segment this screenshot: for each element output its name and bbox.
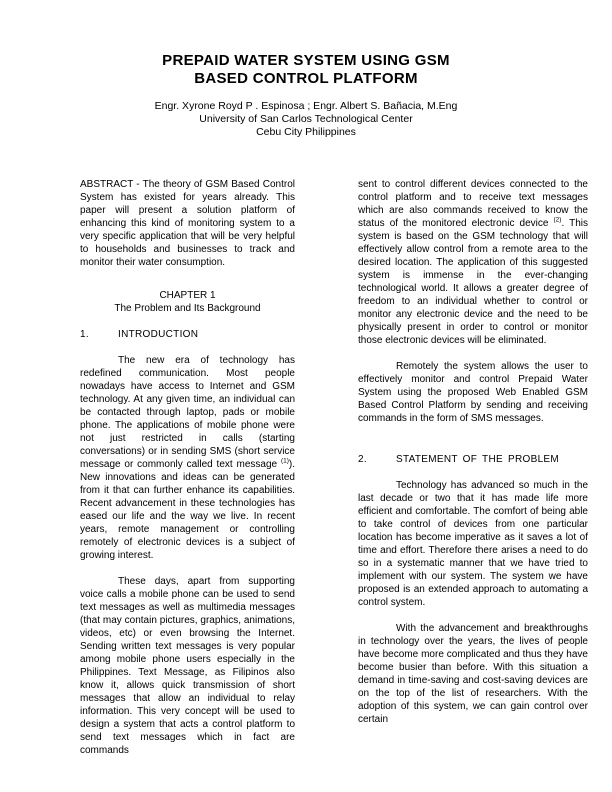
chapter-subtitle: The Problem and Its Background [114, 303, 261, 314]
affiliation: University of San Carlos Technological Center [199, 113, 413, 125]
citation-ref-2: (2) [553, 216, 562, 224]
chapter-title: CHAPTER 1 [159, 290, 216, 301]
introduction-paragraph-3: Remotely the system allows the user to effectively monitor and control Prepaid Water System using the proposed Web Enabled GSM Based Control Platform by sending and receiving commands in the form of SMS messages. [358, 361, 588, 424]
authors: Engr. Xyrone Royd P . Espinosa ; Engr. Albert S. Bañacia, M.Eng [154, 100, 458, 112]
section-2-heading [358, 453, 588, 466]
introduction-paragraph-2-continued [358, 178, 588, 347]
introduction-paragraph-1 [80, 354, 295, 562]
byline [0, 100, 612, 139]
statement-paragraph-2: With the advancement and breakthroughs in technology over the years, the lives of people have become more complicated and thus they have become busier than before. With this situation a demand in time-saving and cost-saving devices are on the top of the list of researchers. With the adoption of this system, we can gain control over certain [358, 623, 588, 725]
section-1-heading [80, 328, 295, 341]
paragraph-text: sent to control different devices connected to the control platform and to receive text messages which are also commands received to know the status of the monitored electronic device [358, 179, 588, 229]
section-1-title: INTRODUCTION [118, 329, 199, 340]
abstract-paragraph: ABSTRACT - The theory of GSM Based Control System has existed for years already. This paper will present a solution platform of enhancing this kind of monitoring system to a very specific application that will be very helpful to households and businesses to track and monitor their water consumption. [80, 179, 295, 268]
title-block [0, 52, 612, 139]
statement-paragraph-1: Technology has advanced so much in the last decade or two that it has made life more efficient and comfortable. The comfort of being able to take control of devices from one particular location has become imperative as it saves a lot of time and effort. Therefore there arises a need to do so in a systematic manner that we have tried to implement with our system. The system we have proposed is an extended approach to automating a control system. [358, 480, 588, 608]
introduction-paragraph-2: These days, apart from supporting voice calls a mobile phone can be used to send text messages as well as multimedia messages (that may contain pictures, graphics, animations, videos, etc) or even browsing the Internet. Sending written text messages is very popular among mobile phone users especially in the Philippines. Text Message, as Filipinos also know it, allows quick transmission of short messages that allow an individual to relay information. This very concept will be used to design a system that acts a control platform to send text messages which in fact are commands [80, 576, 295, 756]
page-title [0, 52, 612, 88]
right-column [358, 178, 588, 739]
section-2-title: STATEMENT OF THE PROBLEM [396, 454, 560, 465]
location: Cebu City Philippines [256, 126, 356, 138]
paragraph-text: ). New innovations and ideas can be generated from it that can further enhance its capabilities. Recent advancement in these technologies has eased our life and the way we live. In recent years, remote management or controlling remotely of electronic devices is a subject of growing interest. [80, 459, 295, 561]
citation-ref-1: (1) [280, 457, 289, 465]
chapter-heading [80, 289, 295, 315]
title-line-1: PREPAID WATER SYSTEM USING GSM [162, 52, 450, 69]
section-2-number: 2. [358, 454, 367, 465]
paragraph-text: The new era of technology has redefined communication. Most people nowadays have access to Internet and GSM technology. At any given time, an individual can be contacted through laptop, pads or mobile phone. The applications of mobile phone were not just restricted in calls (starting conversations) or in sending SMS (short service message or commonly called text message [80, 355, 295, 470]
title-line-2: BASED CONTROL PLATFORM [194, 70, 418, 87]
paragraph-text: . This system is based on the GSM technology that will effectively allow control from a remote area to the desired location. The application of this suggested system is immense in the ever-changing technological world. It allows a greater degree of freedom to an individual whether to control or monitor any electronic device and the need to be physically present in order to control or monitor those electronic devices will be eliminated. [358, 218, 588, 346]
left-column [80, 178, 295, 770]
section-1-number: 1. [80, 329, 89, 340]
